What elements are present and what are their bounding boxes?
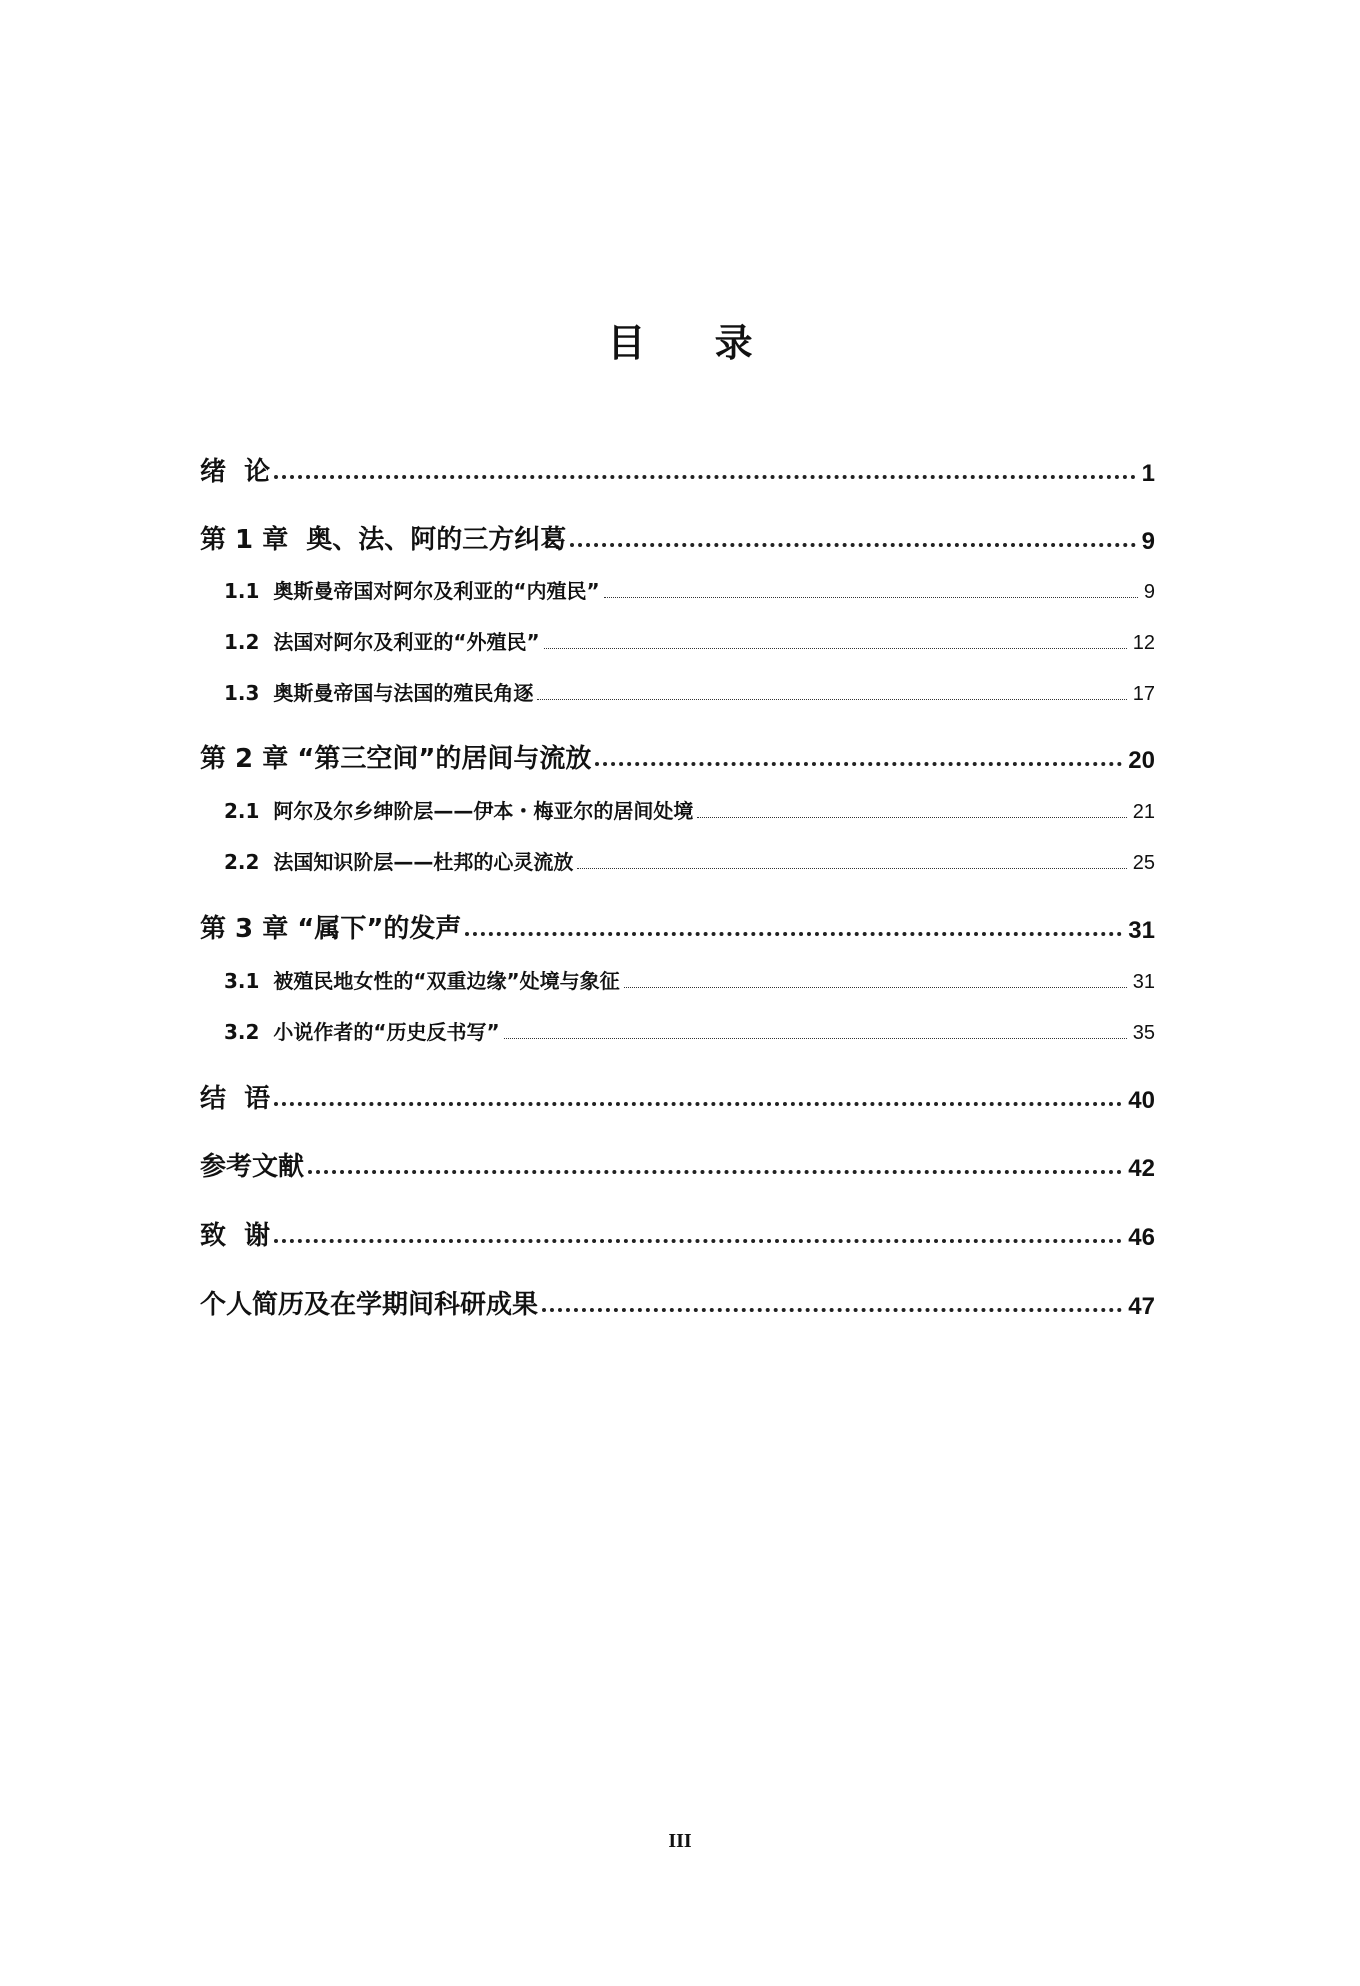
page-title: 目 录: [607, 321, 781, 365]
toc-entry-page: 35: [1132, 1022, 1155, 1044]
toc-entry-page: 17: [1132, 683, 1155, 705]
toc-entry-title: 2.1 阿尔及尔乡绅阶层——伊本・梅亚尔的居间处境: [224, 799, 694, 823]
toc-entry-chapter-1[interactable]: [200, 516, 1155, 556]
toc-entry-section-1-2[interactable]: [224, 623, 1155, 655]
toc-entry-page: 20: [1128, 747, 1155, 774]
page-number: III: [668, 1830, 692, 1852]
toc-entry-page: 46: [1128, 1224, 1155, 1251]
toc-entry-title: 个人简历及在学期间科研成果: [200, 1290, 539, 1320]
toc-entry-section-3-2[interactable]: [224, 1013, 1155, 1045]
toc-entry-references[interactable]: [200, 1143, 1155, 1183]
toc-entry-section-2-1[interactable]: [224, 792, 1155, 824]
toc-entry-page: 21: [1132, 801, 1155, 823]
toc-entry-section-2-2[interactable]: [224, 843, 1155, 875]
toc-entry-title: 第 2 章 “第三空间”的居间与流放: [200, 744, 592, 774]
toc-entry-page: 12: [1132, 632, 1155, 654]
toc-entry-title: 结 语: [200, 1084, 271, 1114]
toc-entry-page: 9: [1143, 581, 1155, 603]
toc-entry-title: 绪 论: [200, 457, 271, 487]
toc-entry-title: 致 谢: [200, 1221, 271, 1251]
dot-leader: [624, 987, 1127, 988]
dot-leader: [604, 597, 1138, 598]
dot-leader: [595, 762, 1122, 766]
toc-entry-resume[interactable]: [200, 1281, 1155, 1321]
toc-entry-title: 1.2 法国对阿尔及利亚的“外殖民”: [224, 630, 540, 654]
toc-entry-page: 1: [1141, 460, 1155, 487]
toc-entry-title: 1.3 奥斯曼帝国与法国的殖民角逐: [224, 681, 534, 705]
dot-leader: [697, 817, 1126, 818]
toc-entry-page: 42: [1128, 1155, 1155, 1182]
toc-entry-page: 47: [1128, 1293, 1155, 1320]
toc-entry-section-3-1[interactable]: [224, 962, 1155, 994]
toc-entry-page: 25: [1132, 852, 1155, 874]
dot-leader: [504, 1038, 1127, 1039]
dot-leader: [274, 475, 1136, 479]
toc-entry-page: 31: [1128, 917, 1155, 944]
toc-entry-title: 3.1 被殖民地女性的“双重边缘”处境与象征: [224, 969, 620, 993]
dot-leader: [274, 1239, 1122, 1243]
toc-entry-conclusion[interactable]: [200, 1075, 1155, 1115]
toc-entry-chapter-3[interactable]: [200, 905, 1155, 945]
toc-entry-title: 2.2 法国知识阶层——杜邦的心灵流放: [224, 850, 574, 874]
toc-entry-introduction[interactable]: [200, 448, 1155, 488]
toc-entry-page: 9: [1141, 528, 1155, 555]
dot-leader: [542, 1308, 1122, 1312]
dot-leader: [308, 1170, 1122, 1174]
toc-entry-title: 3.2 小说作者的“历史反书写”: [224, 1020, 500, 1044]
toc-entry-section-1-1[interactable]: [224, 572, 1155, 604]
toc-entry-title: 第 3 章 “属下”的发声: [200, 914, 462, 944]
toc-entry-title: 参考文献: [200, 1152, 305, 1182]
toc-entry-title: 1.1 奥斯曼帝国对阿尔及利亚的“内殖民”: [224, 579, 600, 603]
toc-entry-page: 40: [1128, 1087, 1155, 1114]
dot-leader: [465, 932, 1122, 936]
toc-entry-section-1-3[interactable]: [224, 674, 1155, 706]
toc-entry-chapter-2[interactable]: [200, 735, 1155, 775]
dot-leader: [570, 543, 1135, 547]
dot-leader: [274, 1102, 1122, 1106]
toc-entry-acknowledgements[interactable]: [200, 1212, 1155, 1252]
toc-entry-page: 31: [1132, 971, 1155, 993]
dot-leader: [544, 648, 1127, 649]
toc-entry-title: 第 1 章 奥、法、阿的三方纠葛: [200, 525, 567, 555]
dot-leader: [577, 868, 1126, 869]
dot-leader: [537, 699, 1126, 700]
